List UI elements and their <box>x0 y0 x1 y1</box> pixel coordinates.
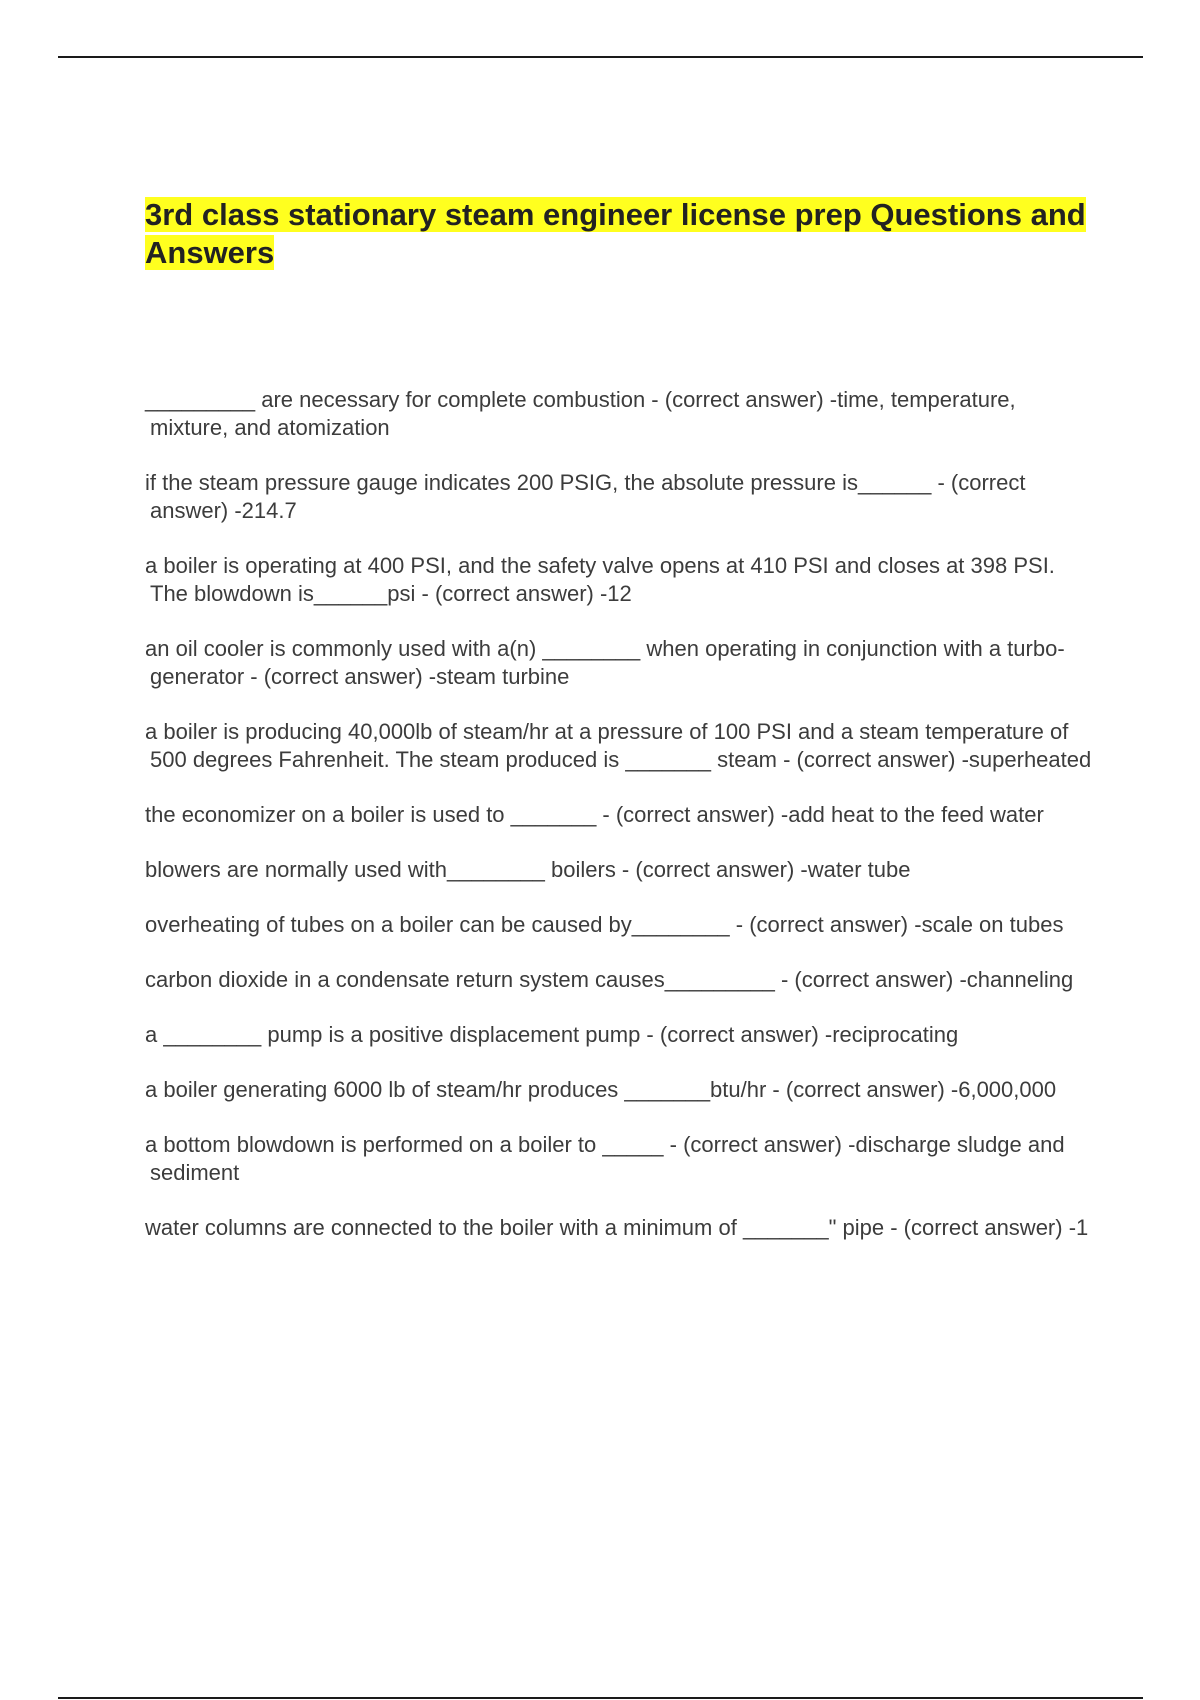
title-highlight: 3rd class stationary steam engineer license prep Questions and Answers <box>145 197 1086 270</box>
qa-item: a boiler is operating at 400 PSI, and the safety valve opens at 410 PSI and closes at 398 PSI. The blowdown is______psi - (correct answer) -12 <box>145 553 1055 606</box>
qa-item: _________ are necessary for complete combustion - (correct answer) -time, temperature, mixture, and atomization <box>145 387 1016 440</box>
qa-item: overheating of tubes on a boiler can be caused by________ - (correct answer) -scale on tubes <box>145 912 1064 937</box>
qa-item: the economizer on a boiler is used to _______ - (correct answer) -add heat to the feed water <box>145 802 1044 827</box>
qa-list <box>145 386 1095 1269</box>
qa-item: a boiler is producing 40,000lb of steam/hr at a pressure of 100 PSI and a steam temperature of 500 degrees Fahrenheit. The steam produced is _______ steam - (correct answer) -superheated <box>145 719 1092 772</box>
qa-item: an oil cooler is commonly used with a(n) ________ when operating in conjunction with a turbo-generator - (correct answer) -steam turbine <box>145 636 1065 689</box>
top-rule <box>58 56 1143 58</box>
bottom-rule <box>58 1697 1143 1699</box>
qa-item: carbon dioxide in a condensate return system causes_________ - (correct answer) -channeling <box>145 967 1074 992</box>
qa-item: a ________ pump is a positive displacement pump - (correct answer) -reciprocating <box>145 1022 959 1047</box>
qa-item: a bottom blowdown is performed on a boiler to _____ - (correct answer) -discharge sludge and sediment <box>145 1132 1065 1185</box>
qa-item: blowers are normally used with________ boilers - (correct answer) -water tube <box>145 857 911 882</box>
qa-item: a boiler generating 6000 lb of steam/hr produces _______btu/hr - (correct answer) -6,000,000 <box>145 1077 1057 1102</box>
document-title <box>145 196 1105 272</box>
qa-item: if the steam pressure gauge indicates 200 PSIG, the absolute pressure is______ - (correct answer) -214.7 <box>145 470 1026 523</box>
qa-item: water columns are connected to the boiler with a minimum of _______" pipe - (correct answer) -1 <box>145 1215 1089 1240</box>
